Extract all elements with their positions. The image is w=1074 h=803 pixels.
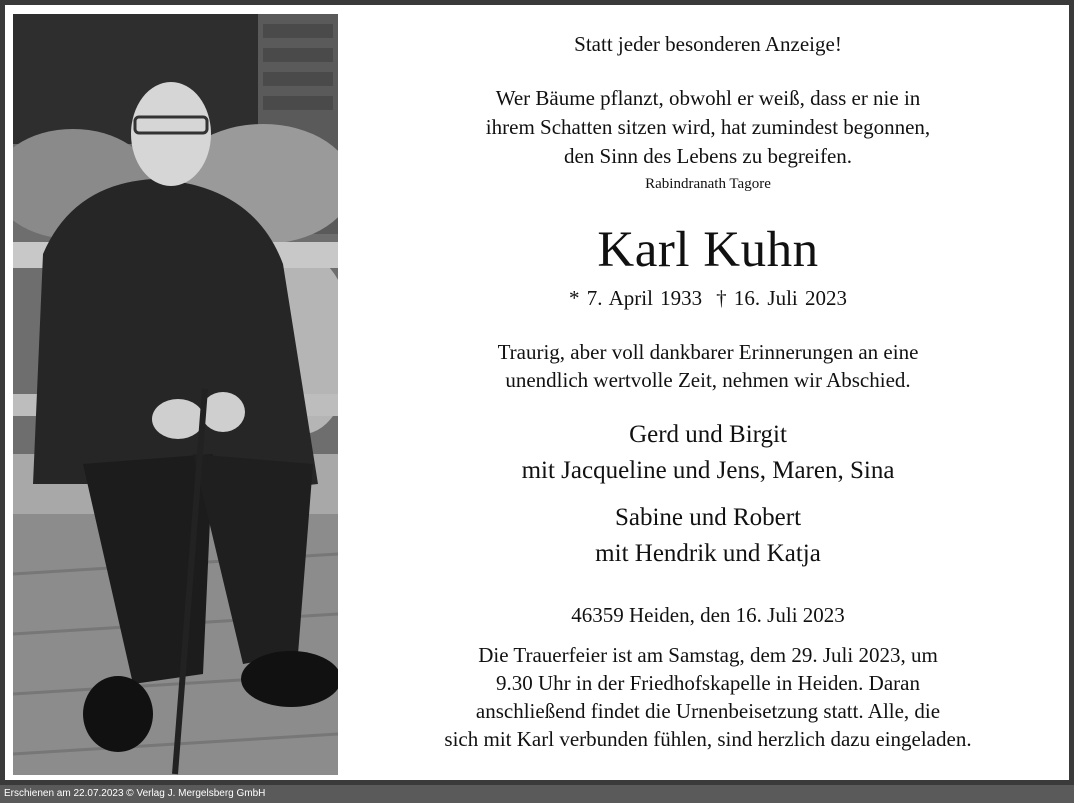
farewell-line: Traurig, aber voll dankbarer Erinnerungen an eine	[497, 340, 919, 364]
family-group	[342, 417, 1074, 489]
ceremony-line: 9.30 Uhr in der Friedhofskapelle in Heiden. Daran	[496, 671, 920, 695]
quote-author: Rabindranath Tagore	[645, 176, 771, 192]
ceremony-line: sich mit Karl verbunden fühlen, sind herzlich dazu eingeladen.	[444, 727, 972, 751]
family-children: mit Jacqueline und Jens, Maren, Sina	[521, 457, 895, 484]
ceremony-line: Die Trauerfeier ist am Samstag, dem 29. Juli 2023, um	[478, 643, 938, 667]
ceremony-line: anschließend findet die Urnenbeisetzung statt. Alle, die	[475, 699, 941, 723]
quote-line: Wer Bäume pflanzt, obwohl er weiß, dass er nie in	[495, 86, 921, 110]
family-children: mit Hendrik und Katja	[595, 540, 821, 567]
quote-line: den Sinn des Lebens zu begreifen.	[563, 144, 853, 168]
quote	[342, 84, 1074, 171]
ceremony-info	[342, 641, 1074, 753]
deceased-name: Karl Kuhn	[597, 222, 819, 278]
death-date: † 16. Juli 2023	[716, 286, 847, 310]
publication-footer: Erschienen am 22.07.2023 © Verlag J. Mergelsberg GmbH	[0, 785, 1074, 803]
birth-date: * 7. April 1933	[568, 286, 703, 310]
obituary-text	[342, 0, 1074, 785]
intro-heading: Statt jeder besonderen Anzeige!	[574, 32, 842, 56]
farewell-line: unendlich wertvolle Zeit, nehmen wir Abschied.	[505, 368, 911, 392]
life-dates	[342, 286, 1074, 311]
farewell-text	[342, 338, 1074, 394]
family-parents: Sabine und Robert	[614, 504, 802, 531]
portrait-illustration	[13, 14, 338, 775]
portrait-photo	[13, 14, 338, 775]
quote-line: ihrem Schatten sitzen wird, hat zumindest begonnen,	[485, 115, 931, 139]
family-group	[342, 500, 1074, 572]
family-parents: Gerd und Birgit	[629, 421, 787, 448]
place-date: 46359 Heiden, den 16. Juli 2023	[571, 603, 845, 627]
